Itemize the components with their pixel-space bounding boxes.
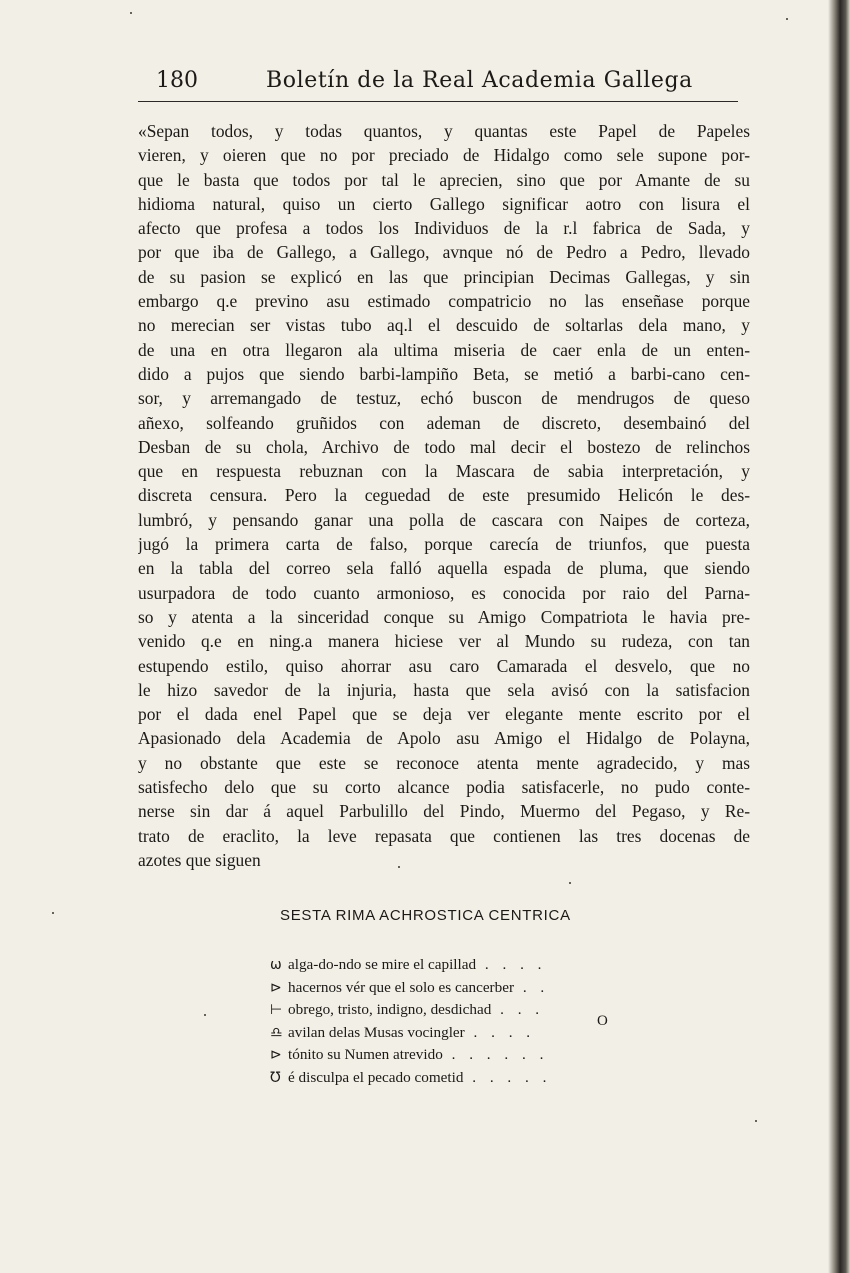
poem-line xyxy=(270,1044,600,1067)
print-speck xyxy=(130,12,132,14)
running-title: Boletín de la Real Academia Gallega xyxy=(266,68,693,93)
print-speck xyxy=(204,1014,206,1016)
acrostic-poem xyxy=(270,954,600,1089)
body-line: embargo q.e previno asu estimado compatricio no las enseñase porque xyxy=(138,291,750,312)
print-speck xyxy=(398,866,400,868)
body-line: usurpadora de todo cuanto armonioso, es conocida por raio del Parna- xyxy=(138,582,750,603)
print-speck xyxy=(786,18,788,20)
acrostic-initial-icon: ω xyxy=(270,957,282,973)
body-line: trato de eraclito, la leve repasata que contienen las tres docenas de xyxy=(138,825,750,846)
body-line: dido a pujos que siendo barbi-lampiño Beta, se metió a barbi-cano cen- xyxy=(138,363,750,384)
poem-line-text: é disculpa el pecado cometid xyxy=(288,1068,464,1086)
poem-line xyxy=(270,999,600,1022)
body-line: so y atenta a la sinceridad conque su Amigo Compatriota le havia pre- xyxy=(138,606,750,627)
header-divider xyxy=(138,101,738,102)
page-number: 180 xyxy=(156,68,198,93)
poem-line-dots: . . . . . xyxy=(463,1068,552,1086)
poem-line-dots: . . . . . . xyxy=(442,1046,549,1063)
body-line: vieren, y oieren que no por preciado de Hidalgo como sele supone por- xyxy=(138,145,750,166)
acrostic-initial-icon: Ʊ xyxy=(270,1069,281,1086)
poem-line-text: hacernos vér que el solo es cancerber xyxy=(288,978,515,996)
body-line: Apasionado dela Academia de Apolo asu Amigo el Hidalgo de Polayna, xyxy=(138,728,750,749)
body-line: hidioma natural, quiso un cierto Gallego significar aotro con lisura el xyxy=(138,193,750,214)
poem-line xyxy=(270,954,600,977)
body-line: que le basta que todos por tal le aprecien, sino que por Amante de su xyxy=(138,169,750,190)
body-line: azotes que siguen xyxy=(138,849,261,870)
poem-line-text: tónito su Numen atrevido xyxy=(288,1046,443,1063)
body-line: nerse sin dar á aquel Parbulillo del Pindo, Muermo del Pegaso, y Re- xyxy=(138,801,750,822)
poem-line-dots: . . . . xyxy=(464,1023,536,1041)
poem-line-text: avilan delas Musas vocingler xyxy=(288,1023,465,1041)
body-line: afecto que profesa a todos los Individuos de la r.l fabrica de Sada, y xyxy=(138,218,750,239)
body-line: venido q.e en ning.a manera hiciese ver al Mundo su rudeza, con tan xyxy=(138,631,750,652)
poem-line xyxy=(270,1022,600,1045)
acrostic-center-letter: O xyxy=(597,1013,608,1029)
running-header xyxy=(138,68,738,102)
poem-line-text: alga-do-ndo se mire el capillad xyxy=(288,956,477,973)
body-line: de una en otra llegaron ala ultima miseria de caer enla de un enten- xyxy=(138,339,750,360)
poem-line xyxy=(270,977,600,1000)
body-line: no merecian ser vistas tubo aq.l el descuido de soltarlas dela mano, y xyxy=(138,315,750,336)
body-line: añexo, solfeando gruñidos con ademan de discreto, desembainó del xyxy=(138,412,750,433)
acrostic-initial-icon: ♎ xyxy=(270,1024,283,1041)
body-line: que en respuesta rebuznan con la Mascara de sabia interpretación, y xyxy=(138,461,750,482)
body-line: discreta censura. Pero la ceguedad de este presumido Helicón le des- xyxy=(138,485,750,506)
body-line: «Sepan todos, y todas quantos, y quantas este Papel de Papeles xyxy=(138,121,750,141)
body-line: satisfecho delo que su corto alcance podia satisfacerle, no pudo conte- xyxy=(138,777,750,798)
body-line: le hizo savedor de la injuria, hasta que sela avisó con la satisfacion xyxy=(138,679,750,700)
body-line: y no obstante que este se reconoce atenta mente agradecido, y mas xyxy=(138,752,750,773)
body-line: sor, y arremangado de testuz, echó buscon de mendrugos de queso xyxy=(138,388,750,409)
poem-line-dots: . . xyxy=(514,978,550,996)
acrostic-initial-icon: ⊳ xyxy=(270,1047,282,1063)
body-line: por que iba de Gallego, a Gallego, avnque nó de Pedro a Pedro, llevado xyxy=(138,242,750,263)
body-line: estupendo estilo, quiso ahorrar asu caro Camarada el desvelo, que no xyxy=(138,655,750,676)
poem-line xyxy=(270,1067,600,1090)
print-speck xyxy=(755,1120,757,1122)
acrostic-initial-icon: ⊢ xyxy=(270,1002,283,1018)
body-line: en la tabla del correo sela falló aquella espada de pluma, que siendo xyxy=(138,558,750,579)
body-line: de su pasion se explicó en las que principian Decimas Gallegas, y sin xyxy=(138,266,750,287)
section-title: SESTA RIMA ACHROSTICA CENTRICA xyxy=(280,907,571,924)
body-line: lumbró, y pensando ganar una polla de cascara con Naipes de corteza, xyxy=(138,509,750,530)
poem-line-dots: . . . xyxy=(491,1001,545,1018)
body-line: por el dada enel Papel que se deja ver elegante mente escrito por el xyxy=(138,704,750,725)
poem-line-text: obrego, tristo, indigno, desdichad xyxy=(288,1001,492,1018)
print-speck xyxy=(52,912,54,914)
print-speck xyxy=(569,882,571,884)
body-paragraph xyxy=(138,119,750,872)
acrostic-initial-icon: ⊳ xyxy=(270,979,282,996)
body-line: jugó la primera carta de falso, porque carecía de triunfos, que puesta xyxy=(138,534,750,555)
body-line: Desban de su chola, Archivo de todo mal decir el bostezo de relinchos xyxy=(138,436,750,457)
book-spine-edge xyxy=(828,0,850,1273)
poem-line-dots: . . . . xyxy=(476,956,547,973)
